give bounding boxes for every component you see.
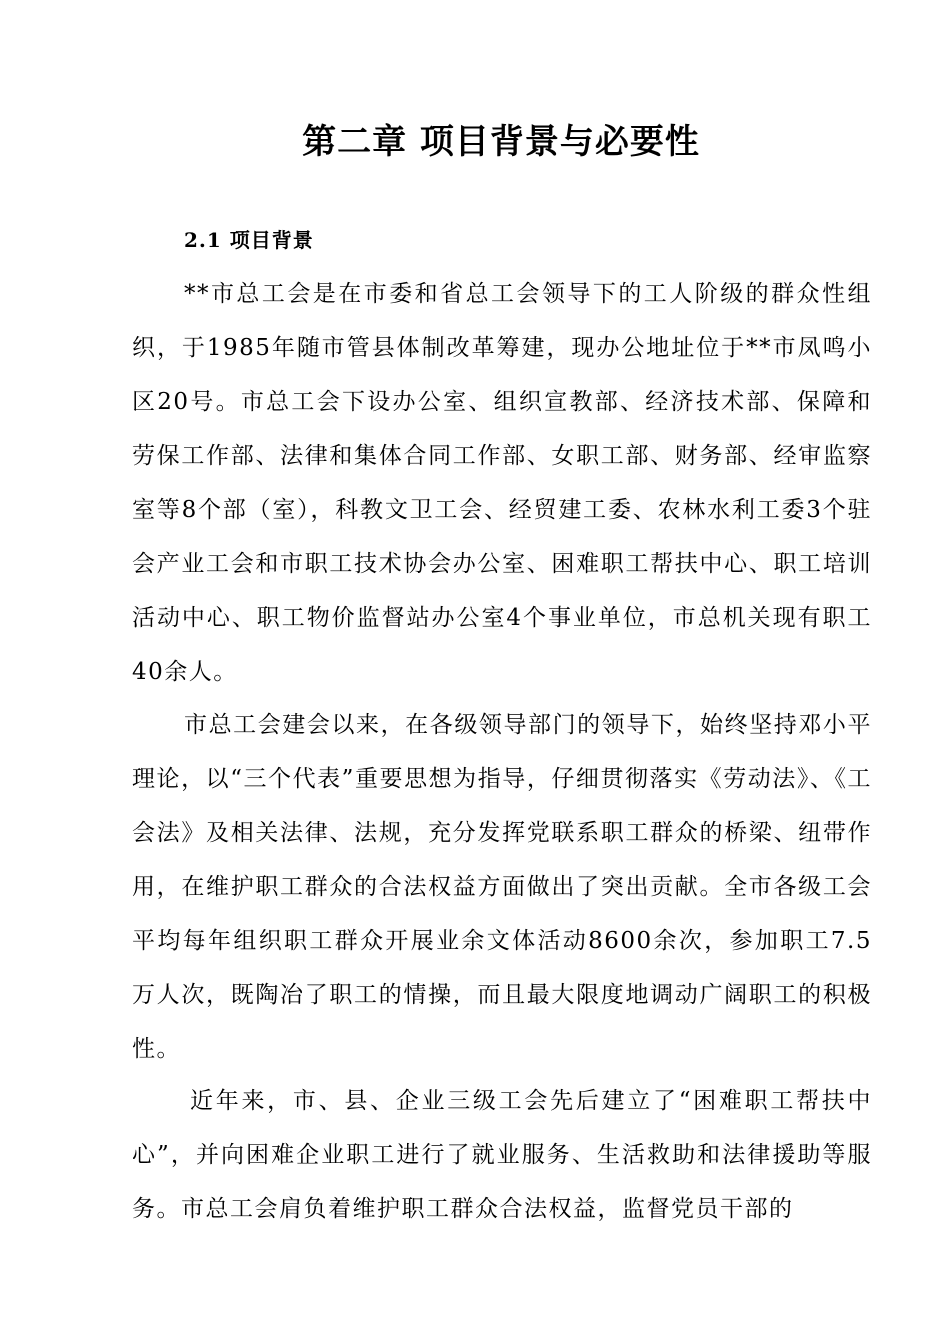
section-heading: 2.1 项目背景 xyxy=(184,228,314,252)
chapter-title: 第二章 项目背景与必要性 xyxy=(302,122,700,162)
paragraph-organization-overview: **市总工会是在市委和省总工会领导下的工人阶级的群众性组织，于1985年随市管县体制改革筹建，现办公地址位于**市凤鸣小区20号。市总工会下设办公室、组织宣教部、经济技术部、保障和劳保工作部、法律和集体合同工作部、女职工部、财务部、经审监察室等8个部（室），科教文卫工会、经贸建工委、农林水利工委3个驻会产业工会和市职工技术协会办公室、困难职工帮扶中心、职工培训活动中心、职工物价监督站办公室4个事业单位，市总机关现有职工40余人。 xyxy=(132,281,872,685)
paragraph-recent-years: 近年来，市、县、企业三级工会先后建立了“困难职工帮扶中心”，并向困难企业职工进行了就业服务、生活救助和法律援助等服务。市总工会肩负着维护职工群众合法权益，监督党员干部的 xyxy=(132,1088,872,1222)
paragraph-achievements: 市总工会建会以来，在各级领导部门的领导下，始终坚持邓小平理论，以“三个代表”重要思想为指导，仔细贯彻落实《劳动法》、《工会法》及相关法律、法规，充分发挥党联系职工群众的桥梁、纽带作用，在维护职工群众的合法权益方面做出了突出贡献。全市各级工会平均每年组织职工群众开展业余文体活动8600余次，参加职工7.5万人次，既陶冶了职工的情操，而且最大限度地调动广阔职工的积极性。 xyxy=(132,712,872,1062)
